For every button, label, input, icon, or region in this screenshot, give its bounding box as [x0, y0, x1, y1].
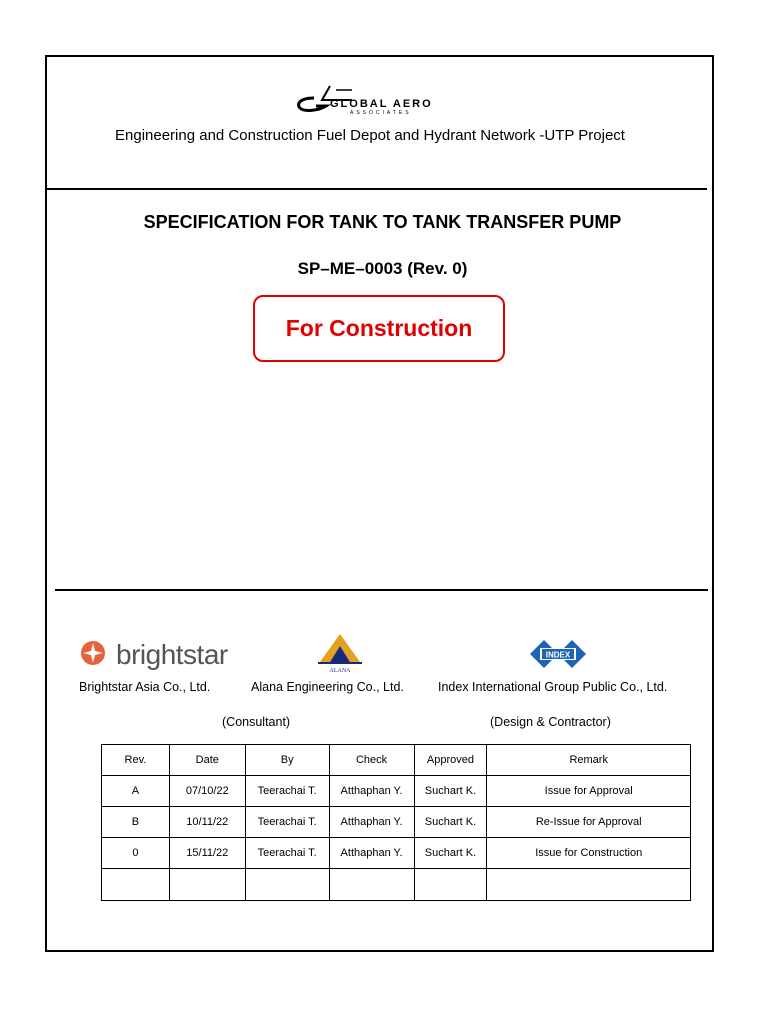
header-rev: Rev.	[102, 745, 170, 776]
brightstar-company: Brightstar Asia Co., Ltd.	[79, 680, 211, 694]
cell-remark: Issue for Approval	[487, 776, 691, 807]
table-header-row	[102, 745, 691, 776]
cell-empty	[169, 869, 245, 901]
logo-name: GLOBAL AERO	[330, 98, 433, 110]
divider-bottom	[55, 589, 708, 591]
cell-empty	[329, 869, 414, 901]
cell-rev: A	[102, 776, 170, 807]
cell-remark: Issue for Construction	[487, 838, 691, 869]
cell-check: Atthaphan Y.	[329, 807, 414, 838]
alana-logo-text: ALANA	[329, 668, 351, 674]
cell-check: Atthaphan Y.	[329, 776, 414, 807]
contractor-role: (Design & Contractor)	[490, 715, 611, 729]
consultant-role: (Consultant)	[222, 715, 291, 729]
document-title: SPECIFICATION FOR TANK TO TANK TRANSFER PUMP	[143, 212, 622, 232]
project-title: Engineering and Construction Fuel Depot and Hydrant Network -UTP Project	[115, 127, 625, 144]
table-row-empty	[102, 869, 691, 901]
cell-date: 10/11/22	[169, 807, 245, 838]
cell-approved: Suchart K.	[414, 776, 487, 807]
divider-top	[47, 188, 707, 190]
cell-date: 15/11/22	[169, 838, 245, 869]
table-row	[102, 838, 691, 869]
logo-subtitle: ASSOCIATES	[350, 110, 412, 116]
status-stamp: For Construction	[253, 295, 505, 362]
cell-empty	[245, 869, 329, 901]
alana-company: Alana Engineering Co., Ltd.	[251, 680, 404, 694]
index-logo-icon	[526, 636, 590, 672]
cell-check: Atthaphan Y.	[329, 838, 414, 869]
cell-approved: Suchart K.	[414, 807, 487, 838]
table-row	[102, 807, 691, 838]
alana-logo-icon	[314, 632, 366, 674]
header-check: Check	[329, 745, 414, 776]
index-company: Index International Group Public Co., Ltd.	[438, 680, 668, 694]
cell-by: Teerachai T.	[245, 776, 329, 807]
cell-empty	[487, 869, 691, 901]
header-remark: Remark	[487, 745, 691, 776]
cell-empty	[414, 869, 487, 901]
brightstar-logo-text: brightstar	[116, 639, 228, 670]
cell-rev: B	[102, 807, 170, 838]
table-row	[102, 776, 691, 807]
revision-table	[101, 744, 691, 901]
document-number: SP–ME–0003 (Rev. 0)	[297, 259, 468, 278]
header-by: By	[245, 745, 329, 776]
header-date: Date	[169, 745, 245, 776]
brightstar-logo-icon	[80, 640, 106, 666]
cell-by: Teerachai T.	[245, 807, 329, 838]
header-approved: Approved	[414, 745, 487, 776]
index-logo-text: INDEX	[545, 650, 571, 660]
cell-date: 07/10/22	[169, 776, 245, 807]
cell-remark: Re-Issue for Approval	[487, 807, 691, 838]
cell-by: Teerachai T.	[245, 838, 329, 869]
cell-approved: Suchart K.	[414, 838, 487, 869]
cell-rev: 0	[102, 838, 170, 869]
cell-empty	[102, 869, 170, 901]
